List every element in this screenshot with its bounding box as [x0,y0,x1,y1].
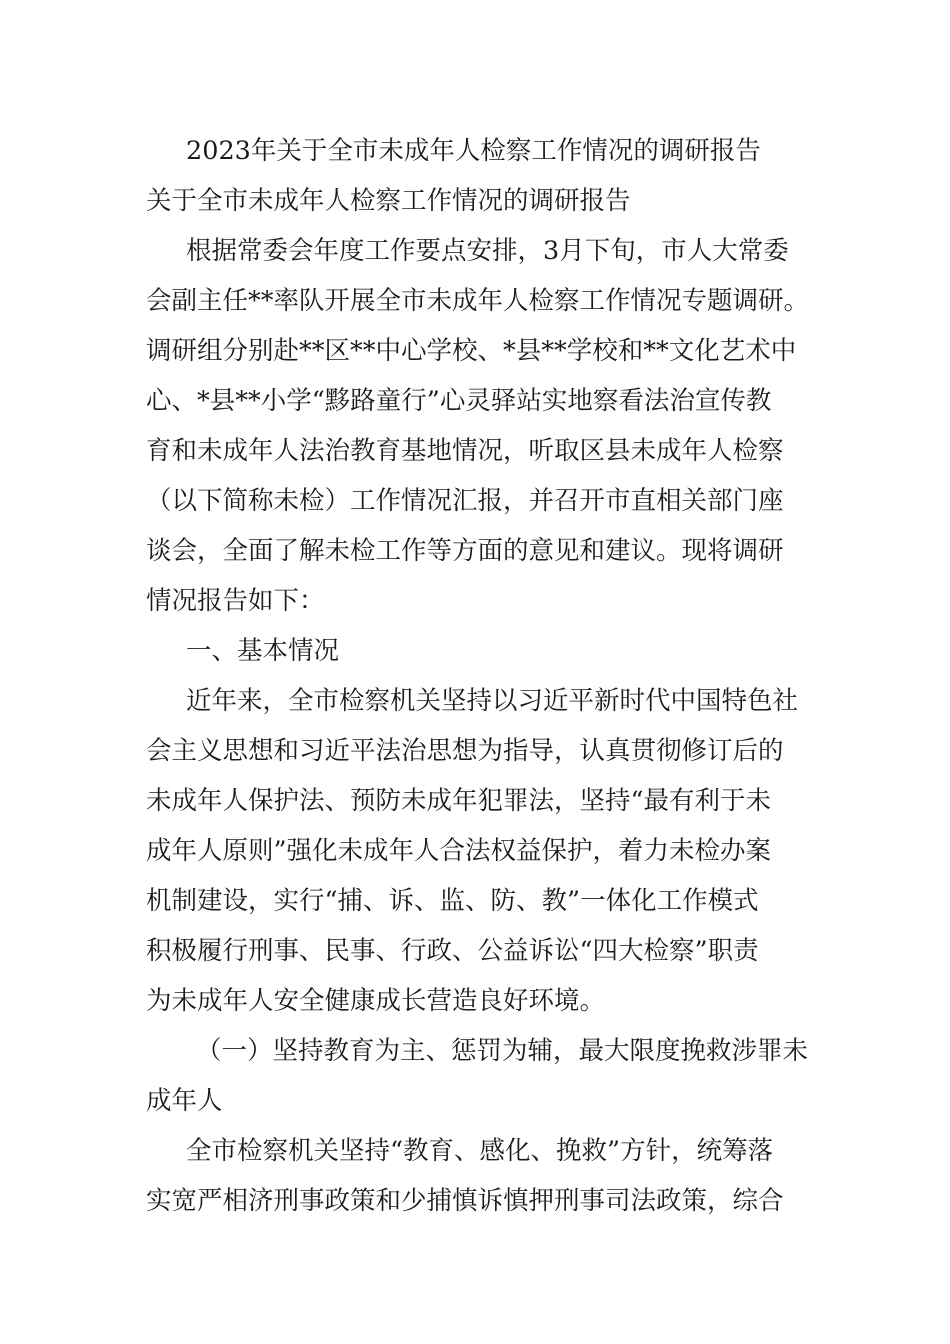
paragraph-line: 积极履行刑事、民事、行政、公益诉讼“四大检察”职责 [146,936,759,966]
paragraph-line: 心、*县**小学“黟路童行”心灵驿站实地察看法治宣传教 [146,386,772,416]
paragraph-line: 成年人原则”强化未成年人合法权益保护，着力未检办案 [146,836,772,866]
paragraph-line: 近年来，全市检察机关坚持以习近平新时代中国特色社 [186,686,799,716]
paragraph-line: 育和未成年人法治教育基地情况，听取区县未成年人检察 [146,436,784,466]
paragraph-line: 调研组分别赴**区**中心学校、*县**学校和**文化艺术中 [146,336,797,366]
subsection-heading: （一）坚持教育为主、惩罚为辅，最大限度挽救涉罪未 [196,1036,809,1066]
paragraph-line: 全市检察机关坚持“教育、感化、挽救”方针，统筹落 [186,1136,774,1166]
paragraph-line: 未成年人保护法、预防未成年犯罪法，坚持“最有利于未 [146,786,772,816]
document-subtitle: 关于全市未成年人检察工作情况的调研报告 [146,186,631,216]
subsection-heading-continued: 成年人 [146,1086,223,1116]
paragraph-line: 为未成年人安全健康成长营造良好环境。 [146,986,606,1016]
paragraph-line: 机制建设，实行“捕、诉、监、防、教”一体化工作模式 [146,886,759,916]
paragraph-line: 会副主任**率队开展全市未成年人检察工作情况专题调研。 [146,286,810,316]
paragraph-line: 会主义思想和习近平法治思想为指导，认真贯彻修订后的 [146,736,784,766]
paragraph-line: 谈会，全面了解未检工作等方面的意见和建议。现将调研 [146,536,784,566]
section-heading: 一、基本情况 [186,636,340,666]
document-title: 2023年关于全市未成年人检察工作情况的调研报告 [186,136,761,166]
paragraph-line: 根据常委会年度工作要点安排，3月下旬，市人大常委 [186,236,789,266]
paragraph-line: （以下简称未检）工作情况汇报，并召开市直相关部门座 [146,486,784,516]
paragraph-line: 情况报告如下： [146,586,325,616]
paragraph-line: 实宽严相济刑事政策和少捕慎诉慎押刑事司法政策，综合 [146,1186,784,1216]
